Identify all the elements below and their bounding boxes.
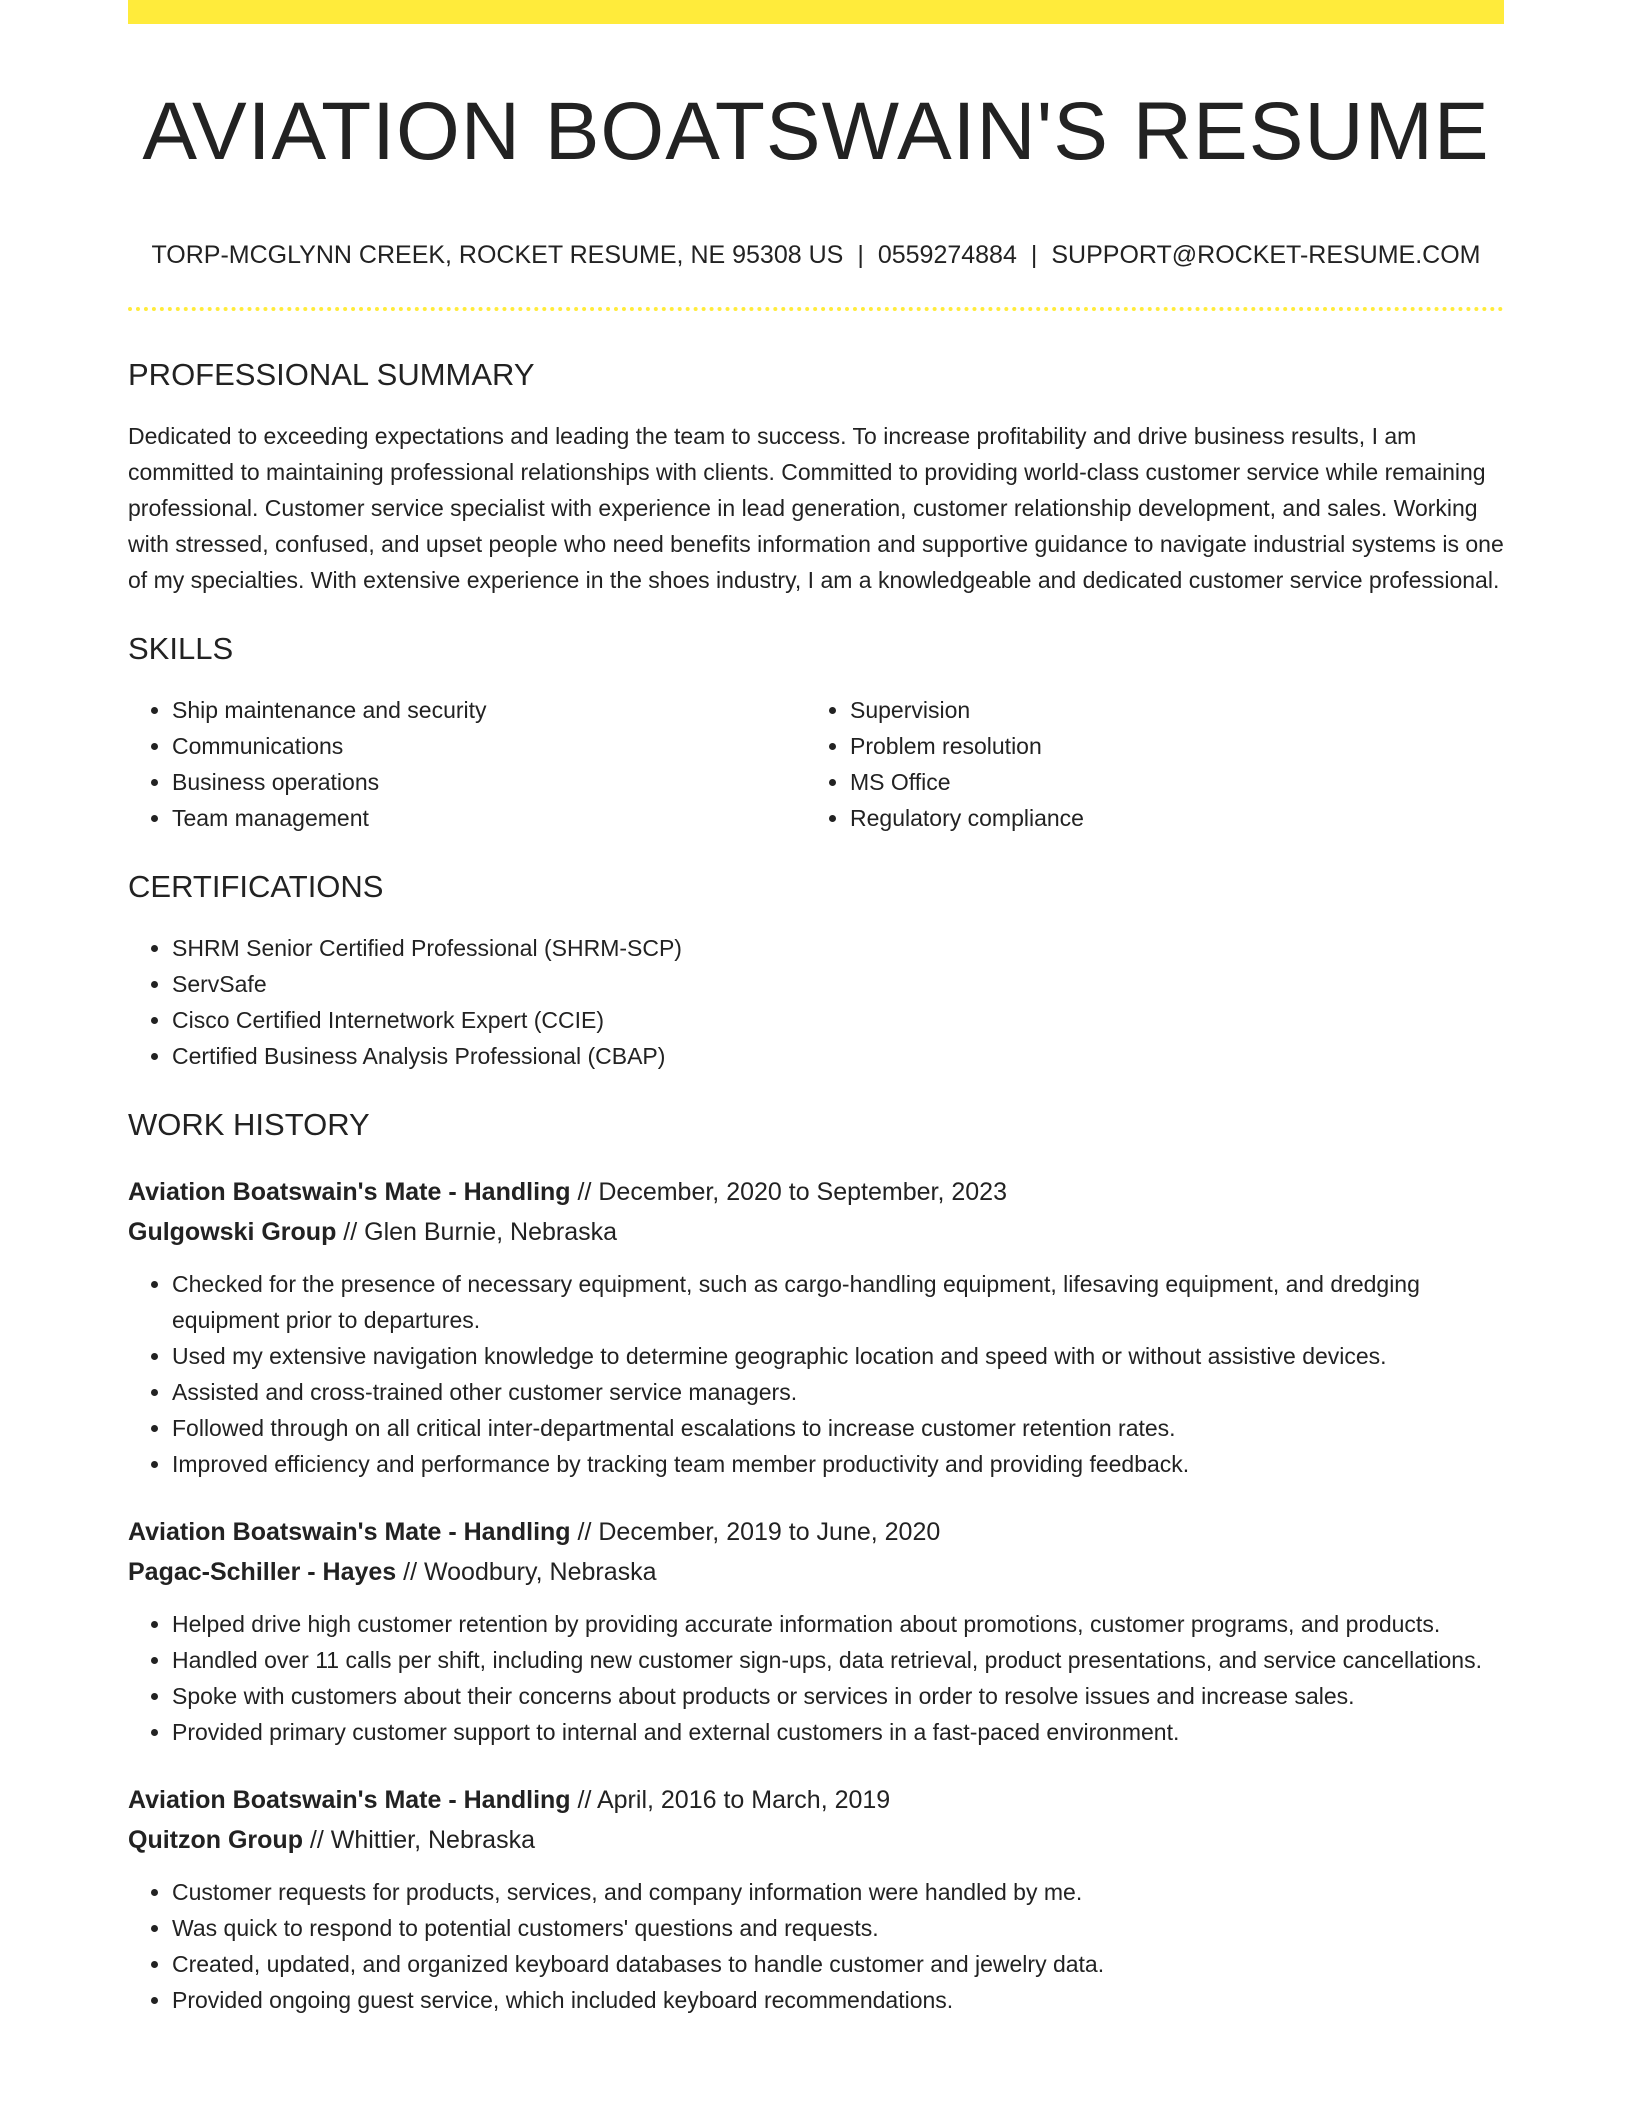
- job-bullet: • Checked for the presence of necessary equipment, such as cargo-handling equipment, lifesaving equipment, and dredging equipment prior to departures.: [172, 1266, 1504, 1338]
- resume-page: [128, 0, 1504, 2112]
- job-bullet: • Provided ongoing guest service, which included keyboard recommendations.: [172, 1982, 1504, 2018]
- skills-columns: [128, 692, 1504, 836]
- job-bullet: • Handled over 11 calls per shift, including new customer sign-ups, data retrieval, product presentations, and service cancellations.: [172, 1642, 1504, 1678]
- contact-email: SUPPORT@ROCKET-RESUME.COM: [1051, 241, 1481, 269]
- contact-line: [128, 238, 1504, 272]
- job-dates: // December, 2020 to September, 2023: [570, 1178, 1007, 1206]
- certifications-section: [128, 862, 1504, 1074]
- job-dates: // December, 2019 to June, 2020: [570, 1518, 941, 1546]
- job-bullet: • Assisted and cross-trained other customer service managers.: [172, 1374, 1504, 1410]
- resume-title: AVIATION BOATSWAIN'S RESUME: [142, 86, 1490, 177]
- skill-item: • Regulatory compliance: [850, 800, 1484, 836]
- job-dates: // April, 2016 to March, 2019: [570, 1786, 891, 1814]
- section-heading: CERTIFICATIONS: [128, 869, 384, 904]
- job-location: // Woodbury, Nebraska: [396, 1558, 657, 1586]
- job-company-line: [128, 1820, 1504, 1860]
- job-company-line: [128, 1552, 1504, 1592]
- section-heading: WORK HISTORY: [128, 1107, 370, 1142]
- job-bullet: • Followed through on all critical inter-departmental escalations to increase customer retention rates.: [172, 1410, 1504, 1446]
- job-entry: [128, 1512, 1504, 1750]
- job-bullets: [128, 1266, 1504, 1482]
- job-bullet: • Improved efficiency and performance by tracking team member productivity and providing feedback.: [172, 1446, 1504, 1482]
- skills-list-right: [806, 692, 1484, 836]
- contact-separator: |: [857, 241, 864, 269]
- job-bullet: • Spoke with customers about their concerns about products or services in order to resolve issues and increase sales.: [172, 1678, 1504, 1714]
- contact-separator: |: [1030, 241, 1038, 269]
- section-heading: PROFESSIONAL SUMMARY: [128, 357, 535, 392]
- section-heading: SKILLS: [128, 631, 234, 666]
- job-bullet: • Used my extensive navigation knowledge to determine geographic location and speed with or without assistive devices.: [172, 1338, 1504, 1374]
- certification-item: • SHRM Senior Certified Professional (SHRM-SCP): [172, 930, 1504, 966]
- job-bullet: • Was quick to respond to potential customers' questions and requests.: [172, 1910, 1504, 1946]
- job-title: Aviation Boatswain's Mate - Handling: [128, 1518, 571, 1546]
- certification-item: • Certified Business Analysis Professional (CBAP): [172, 1038, 1504, 1074]
- skill-item: • Ship maintenance and security: [172, 692, 806, 728]
- skill-item: • Problem resolution: [850, 728, 1484, 764]
- job-company: Quitzon Group: [128, 1826, 303, 1854]
- contact-phone: 0559274884: [877, 241, 1017, 269]
- job-bullet: • Customer requests for products, services, and company information were handled by me.: [172, 1874, 1504, 1910]
- job-title: Aviation Boatswain's Mate - Handling: [128, 1178, 571, 1206]
- job-bullets: [128, 1606, 1504, 1750]
- skills-list-left: [128, 692, 806, 836]
- job-title-line: [128, 1512, 1504, 1552]
- job-location: // Whittier, Nebraska: [302, 1826, 535, 1854]
- skill-item: • Communications: [172, 728, 806, 764]
- job-title-line: [128, 1780, 1504, 1820]
- job-entry: [128, 1780, 1504, 2018]
- job-company-line: [128, 1212, 1504, 1252]
- certification-item: • ServSafe: [172, 966, 1504, 1002]
- skills-section: [128, 624, 1504, 836]
- job-location: // Glen Burnie, Nebraska: [336, 1218, 618, 1246]
- resume-content: [128, 350, 1504, 2018]
- certifications-list: [128, 930, 1504, 1074]
- summary-text: Dedicated to exceeding expectations and leading the team to success. To increase profitability and drive business results, I am committed to maintaining professional relationships with clients. Committed to providing world-class customer service while remaining professional. Customer service specialist with experience in lead generation, customer relationship development, and sales. Working with stressed, confused, and upset people who need benefits information and supportive guidance to navigate industrial systems is one of my specialties. With extensive experience in the shoes industry, I am a knowledgeable and dedicated customer service professional.: [128, 423, 1504, 593]
- skill-item: • MS Office: [850, 764, 1484, 800]
- skill-item: • Supervision: [850, 692, 1484, 728]
- job-company: Gulgowski Group: [128, 1218, 337, 1246]
- job-title-line: [128, 1172, 1504, 1212]
- job-bullets: [128, 1874, 1504, 2018]
- job-entry: [128, 1172, 1504, 1482]
- job-company: Pagac-Schiller - Hayes: [128, 1558, 397, 1586]
- professional-summary-section: [128, 350, 1504, 598]
- skill-item: • Business operations: [172, 764, 806, 800]
- work-history-section: [128, 1100, 1504, 2018]
- job-bullet: • Created, updated, and organized keyboard databases to handle customer and jewelry data.: [172, 1946, 1504, 1982]
- certification-item: • Cisco Certified Internetwork Expert (CCIE): [172, 1002, 1504, 1038]
- job-bullet: • Provided primary customer support to internal and external customers in a fast-paced environment.: [172, 1714, 1504, 1750]
- contact-address: TORP-MCGLYNN CREEK, ROCKET RESUME, NE 95308 US: [151, 241, 844, 269]
- header-divider: [128, 307, 1504, 311]
- accent-top-bar: [128, 0, 1504, 24]
- job-title: Aviation Boatswain's Mate - Handling: [128, 1786, 571, 1814]
- skill-item: • Team management: [172, 800, 806, 836]
- job-bullet: • Helped drive high customer retention by providing accurate information about promotions, customer programs, and products.: [172, 1606, 1504, 1642]
